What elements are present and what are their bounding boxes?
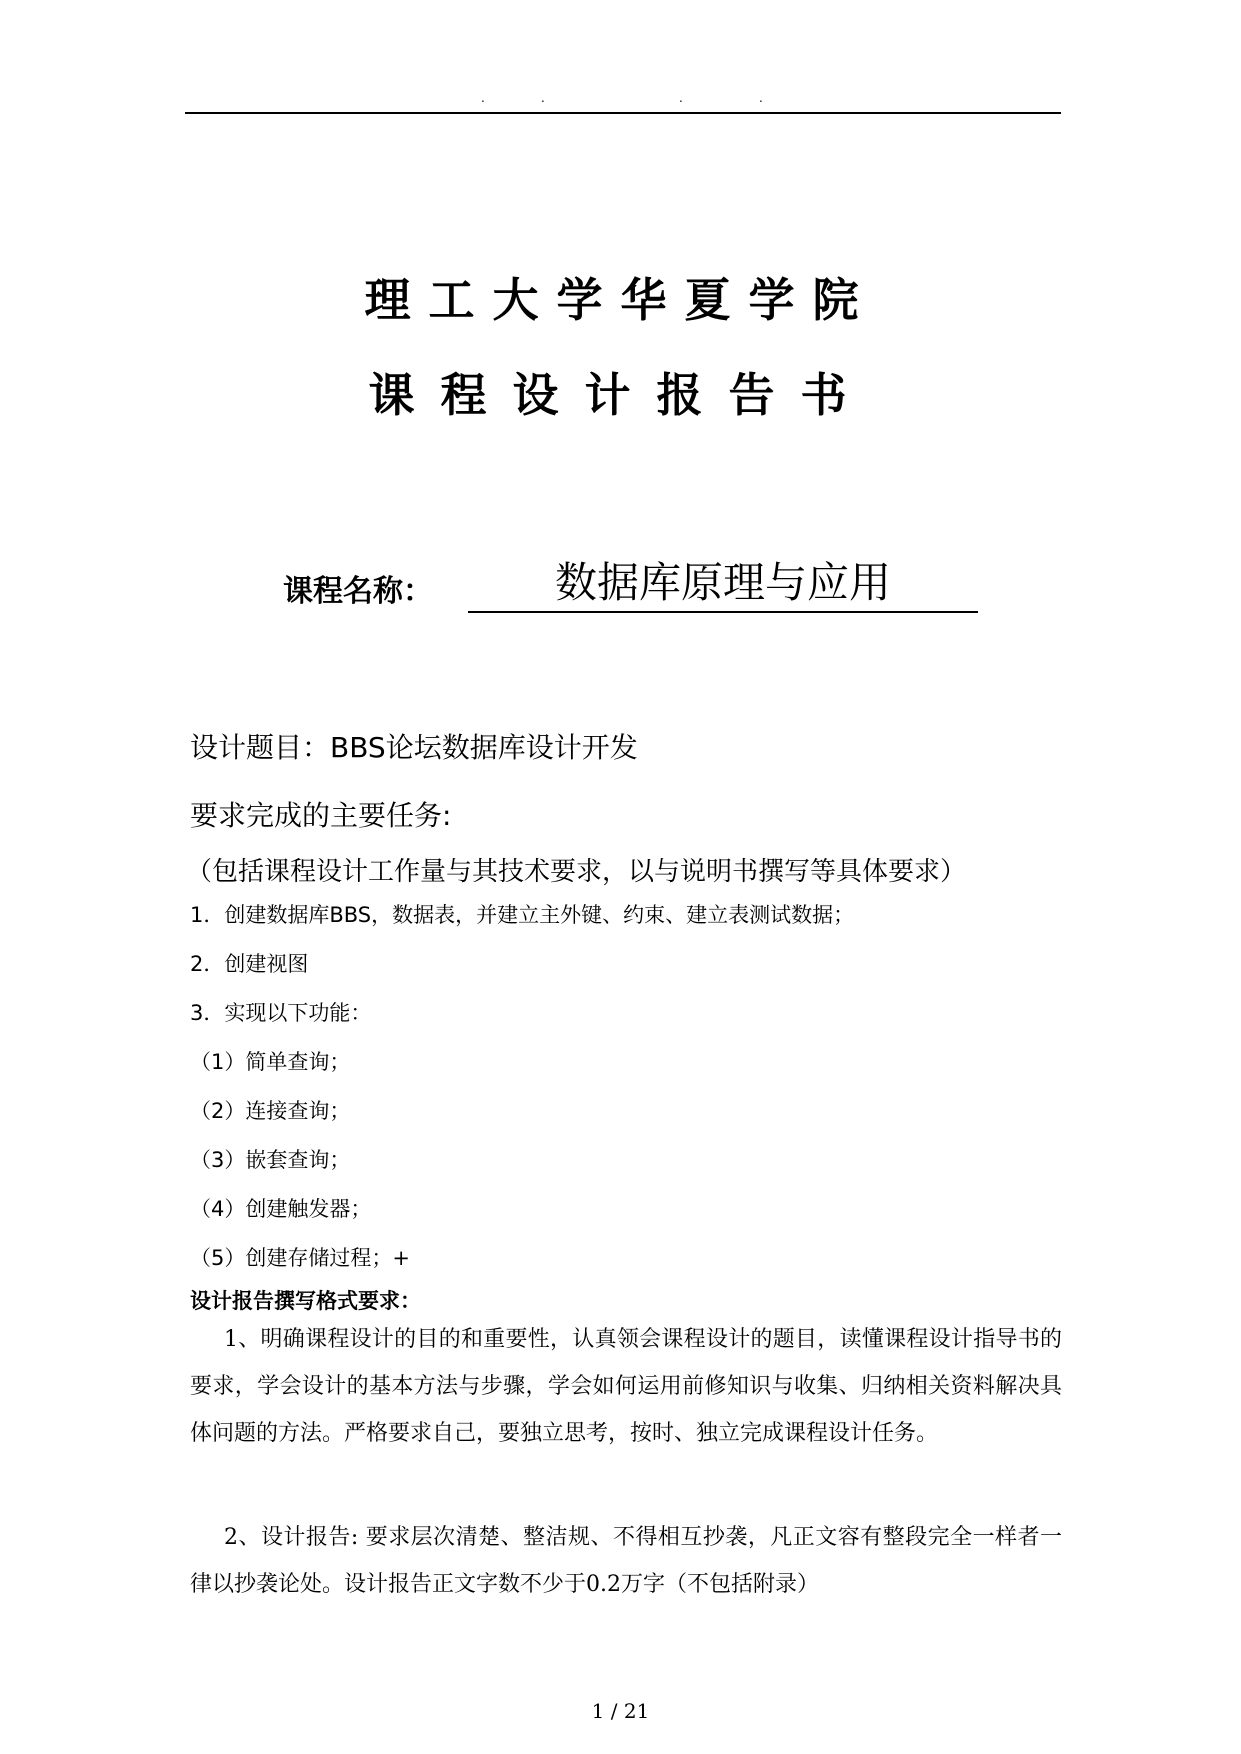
task-item: 3．实现以下功能： <box>190 1001 372 1025</box>
tasks-note: （包括课程设计工作量与其技术要求，以与说明书撰写等具体要求） <box>186 857 967 887</box>
header-dot: . <box>541 91 545 105</box>
task-item: （5）创建存储过程；+ <box>190 1246 410 1270</box>
task-item: 1．创建数据库BBS，数据表，并建立主外键、约束、建立表测试数据； <box>190 903 855 927</box>
format-heading: 设计报告撰写格式要求： <box>190 1289 421 1313</box>
task-item: （3）嵌套查询； <box>190 1148 351 1172</box>
task-item: （2）连接查询； <box>190 1099 351 1123</box>
task-item: 2．创建视图 <box>190 952 309 976</box>
tasks-heading: 要求完成的主要任务: <box>190 799 452 832</box>
task-item: （1）简单查询； <box>190 1050 351 1074</box>
header-dot: . <box>759 91 763 105</box>
header-rule <box>185 112 1061 114</box>
task-item: （4）创建触发器； <box>190 1197 372 1221</box>
school-title: 理工大学华夏学院 <box>364 273 877 327</box>
design-topic: 设计题目：BBS论坛数据库设计开发 <box>190 731 638 764</box>
report-title: 课程设计报告书 <box>368 368 873 422</box>
paragraph: 1、明确课程设计的目的和重要性，认真领会课程设计的题目，读懂课程设计指导书的要求，学会设计的基本方法与步骤，学会如何运用前修知识与收集、归纳相关资料解决具体问题的方法。严格要求自己，要独立思考，按时、独立完成课程设计任务。 <box>190 1327 1062 1446</box>
header-dots <box>185 88 1061 108</box>
header-dot: . <box>679 91 683 105</box>
paragraph: 2、设计报告: 要求层次清楚、整洁规、不得相互抄袭，凡正文容有整段完全一样者一律以抄袭论处。设计报告正文字数不少于0.2万字（不包括附录） <box>190 1525 1062 1597</box>
header-dot: . <box>481 91 485 105</box>
course-label: 课程名称： <box>283 574 433 609</box>
page-number: 1 / 21 <box>591 1699 650 1723</box>
course-name-field: 数据库原理与应用 <box>468 555 978 613</box>
